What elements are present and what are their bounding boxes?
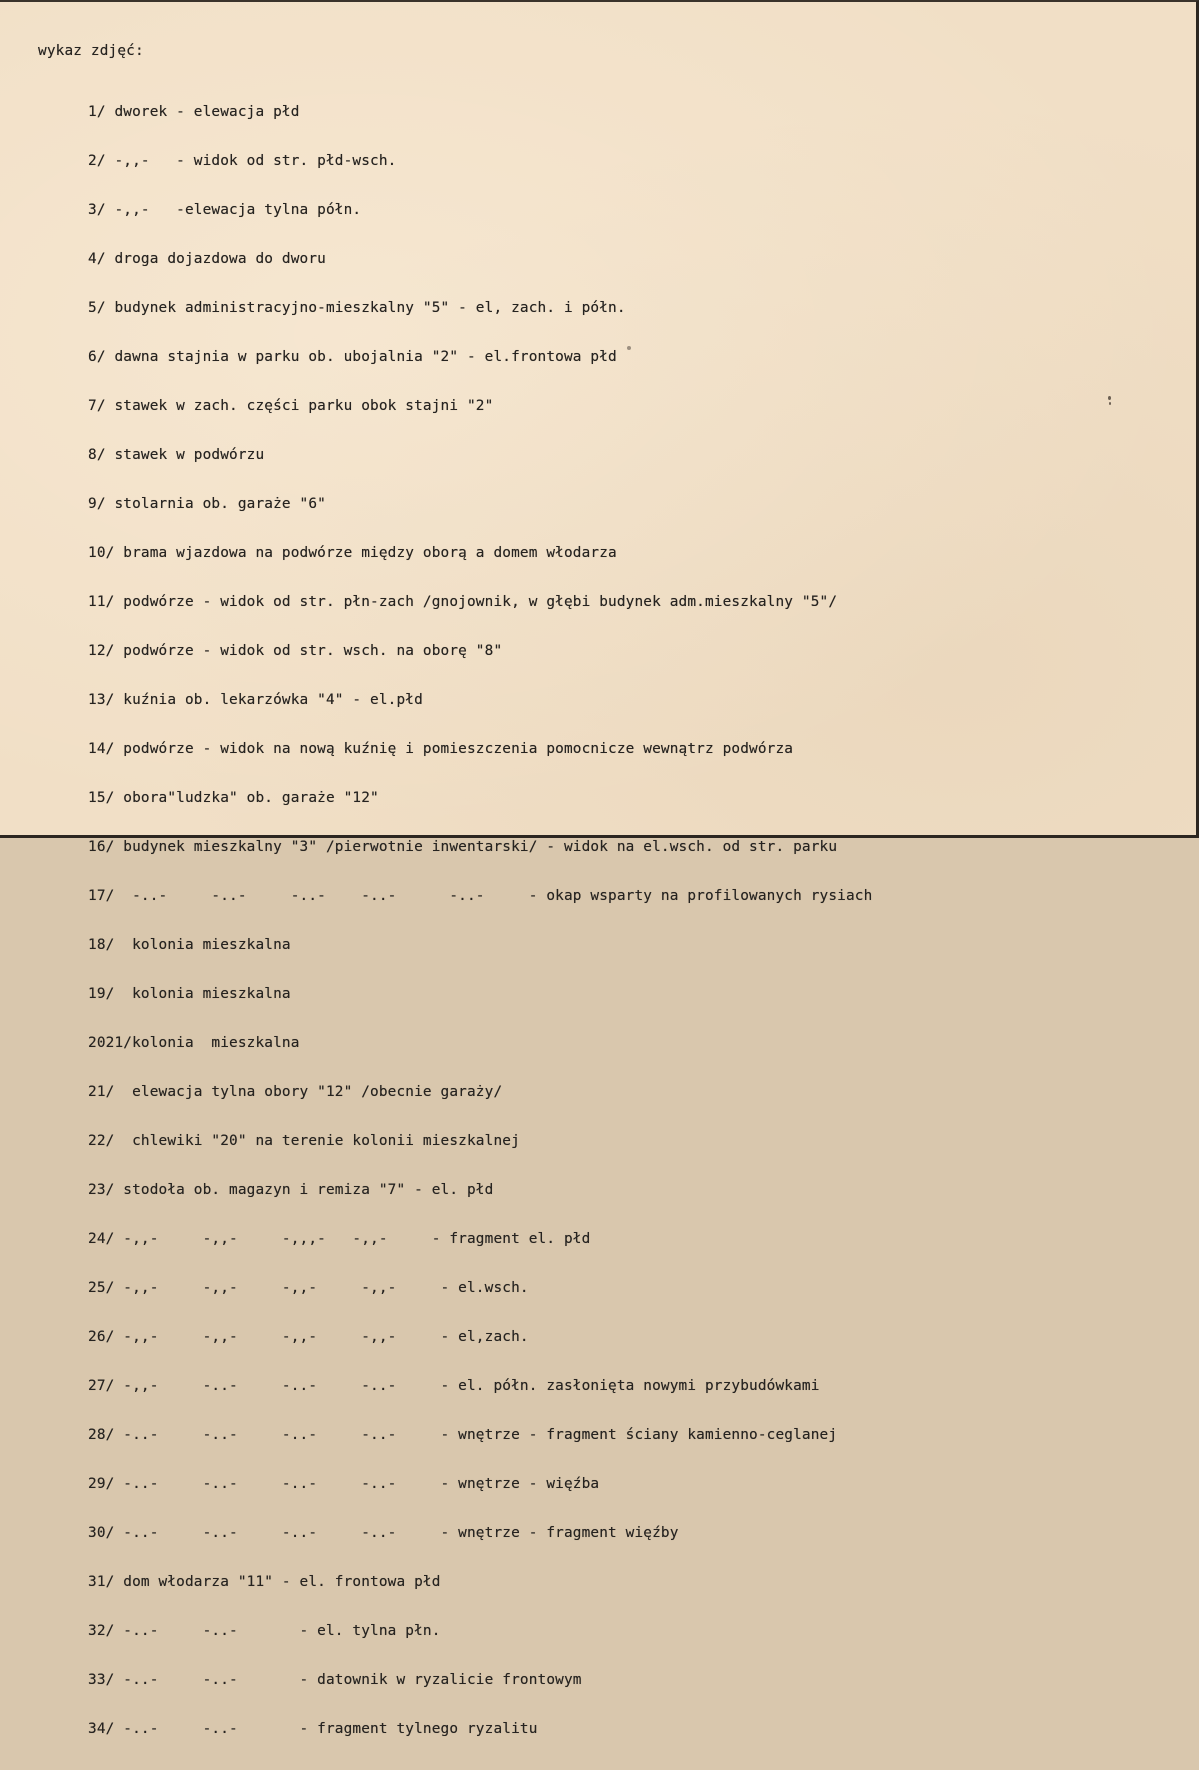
list-item: 4/ droga dojazdowa do dworu (88, 251, 326, 267)
list-item: 30/ -..- -..- -..- -..- - wnętrze - fragment więźby (88, 1525, 679, 1541)
photo-list (88, 72, 872, 1770)
list-item: 2021/kolonia mieszkalna (88, 1035, 300, 1051)
list-item: 29/ -..- -..- -..- -..- - wnętrze - więźba (88, 1476, 600, 1492)
paper-speck (1109, 402, 1111, 405)
list-heading: wykaz zdjęć: (38, 43, 144, 59)
list-item: 5/ budynek administracyjno-mieszkalny "5" - el, zach. i półn. (88, 300, 626, 316)
list-item: 32/ -..- -..- - el. tylna płn. (88, 1623, 441, 1639)
list-item: 24/ -,,- -,,- -,,,- -,,- - fragment el. płd (88, 1231, 591, 1247)
paper-speck (1108, 396, 1111, 400)
list-item: 27/ -,,- -..- -..- -..- - el. półn. zasłonięta nowymi przybudówkami (88, 1378, 820, 1394)
list-item: 21/ elewacja tylna obory "12" /obecnie garaży/ (88, 1084, 503, 1100)
list-item: 8/ stawek w podwórzu (88, 447, 265, 463)
list-item: 33/ -..- -..- - datownik w ryzalicie frontowym (88, 1672, 582, 1688)
list-item: 16/ budynek mieszkalny "3" /pierwotnie inwentarski/ - widok na el.wsch. od str. parku (88, 839, 838, 855)
paper-speck (627, 346, 631, 350)
list-item: 26/ -,,- -,,- -,,- -,,- - el,zach. (88, 1329, 529, 1345)
list-item: 2/ -,,- - widok od str. płd-wsch. (88, 153, 397, 169)
list-item: 18/ kolonia mieszkalna (88, 937, 291, 953)
list-item: 3/ -,,- -elewacja tylna półn. (88, 202, 362, 218)
list-item: 10/ brama wjazdowa na podwórze między oborą a domem włodarza (88, 545, 617, 561)
list-item: 1/ dworek - elewacja płd (88, 104, 300, 120)
list-item: 14/ podwórze - widok na nową kuźnię i pomieszczenia pomocnicze wewnątrz podwórza (88, 741, 794, 757)
list-item: 28/ -..- -..- -..- -..- - wnętrze - fragment ściany kamienno-ceglanej (88, 1427, 838, 1443)
list-item: 9/ stolarnia ob. garaże "6" (88, 496, 326, 512)
list-item: 17/ -..- -..- -..- -..- -..- - okap wsparty na profilowanych rysiach (88, 888, 873, 904)
list-item: 11/ podwórze - widok od str. płn-zach /gnojownik, w głębi budynek adm.mieszkalny "5"/ (88, 594, 838, 610)
list-item: 23/ stodoła ob. magazyn i remiza "7" - el. płd (88, 1182, 494, 1198)
list-item: 22/ chlewiki "20" na terenie kolonii mieszkalnej (88, 1133, 520, 1149)
list-item: 25/ -,,- -,,- -,,- -,,- - el.wsch. (88, 1280, 529, 1296)
list-item: 31/ dom włodarza "11" - el. frontowa płd (88, 1574, 441, 1590)
list-item: 6/ dawna stajnia w parku ob. ubojalnia "2" - el.frontowa płd (88, 349, 617, 365)
list-item: 15/ obora"ludzka" ob. garaże "12" (88, 790, 379, 806)
list-item: 19/ kolonia mieszkalna (88, 986, 291, 1002)
list-item: 12/ podwórze - widok od str. wsch. na oborę "8" (88, 643, 503, 659)
list-item: 7/ stawek w zach. części parku obok stajni "2" (88, 398, 494, 414)
list-item: 13/ kuźnia ob. lekarzówka "4" - el.płd (88, 692, 423, 708)
list-item: 34/ -..- -..- - fragment tylnego ryzalitu (88, 1721, 538, 1737)
